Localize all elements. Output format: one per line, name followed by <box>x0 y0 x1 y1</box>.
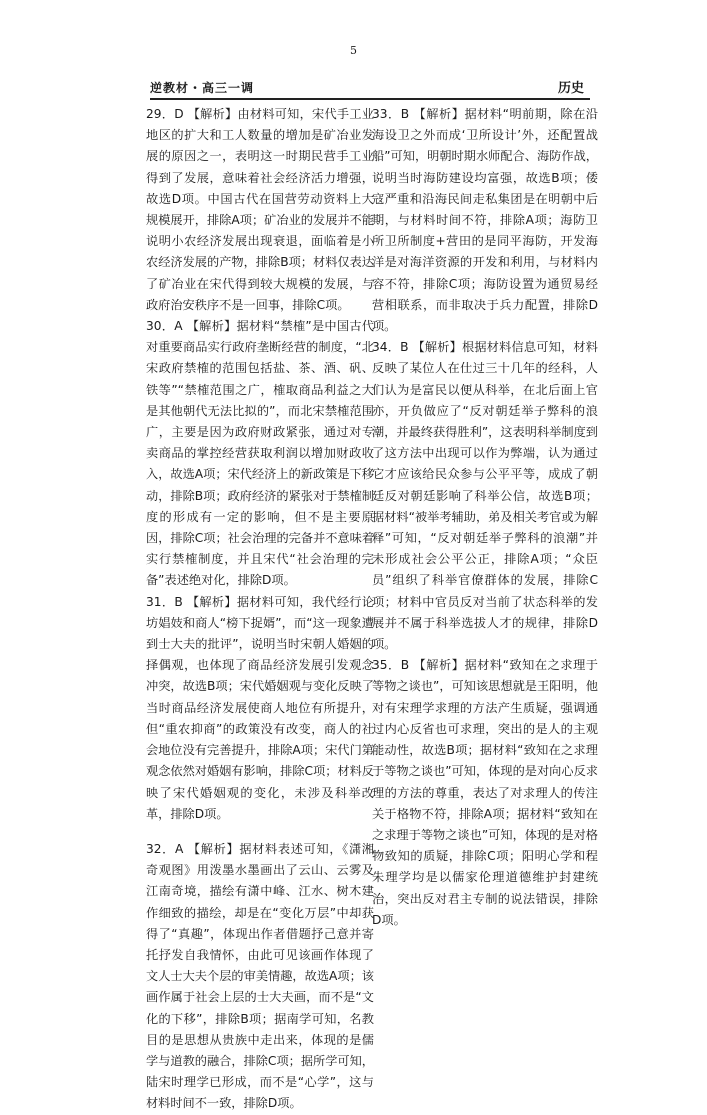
answer-31: 31．B 【解析】据材料可知，我代经行论坊娼妓和商人“榜下捉婿”，而“这一现象遭到士大夫的批评”，说明当时宋朝人婚姻的择偶观，也体现了商品经济发展引发观念冲突，故选B项；宋代婚姻观与变化反映了当时商品经济发展使商人地位有所提升，但“重农抑商”的政策没有改变，商人的社会地位没有完善提升，排除A项；宋代门第观念依然对婚姻有影响，排除C项；材料反映了宋代婚姻观的变化，未涉及科举改革，排除D项。 <box>146 594 374 821</box>
page-header <box>150 80 590 100</box>
header-subject: 历史 <box>557 81 584 96</box>
answer-35: 35．B 【解析】据材料“致知在之求理于等物之谈也”，可知该思想就是王阳明，他对有宋理学求理的方法产生质疑，强调通过内心反省也可求理，突出的是人的主观能动性，故选B项；据材料“致知在之求理于等物之谈也”可知，体现的是对向心反求理的方法的尊重，表达了对求理人的传注关于格物不符，排除A项；据材料“致知在之求理于等物之谈也”可知，体现的是对格物致知的质疑，排除C项；阳明心学和程朱理学均是以儒家伦理道德维护封建统治，突出反对君主专制的说法错误，排除D项。 <box>372 658 598 927</box>
answer-30: 30．A 【解析】据材料“禁榷”是中国古代对重要商品实行政府垄断经营的制度，“北宋政府禁榷的范围包括盐、茶、酒、矾、铁等”“禁榷范围之广，榷取商品利益之大是其他朝代无法比拟的”，而北宋禁榷范围广，主要是因为政府财政紧张，通过对专卖商品的掌控经营获取利润以增加财政收入，故选A项；宋代经济上的新政策是下移动，排除B项；政府经济的紧张对于禁榷制度的形成有一定的影响，但不是主要原因，排除C项；社会治理的完备并不意味着实行禁榷制度，并且宋代“社会治理的完备”表述绝对化，排除D项。 <box>146 319 374 588</box>
right-column <box>372 104 598 931</box>
answer-34: 34．B 【解析】根据材料信息可知，材料反映了某位人在仕过三十几年的经科，人们认为是富民以便从科举，在北后面上官亦，开负做应了“反对朝廷举子弊科的浪潮，并最终获得胜利”，这表明科举制度到了这方法中出现可以作为弊端，认为通过它才应该给民众参与公平平等，成成了朝廷反对朝廷影响了科举公信，故选B项；据材料“被举考辅助，弟及相关考官或为解释”可知，“反对朝廷举子弊科的浪潮”并未形成社会公平公正，排除A项；“众臣员”组织了科举官僚群体的发展，排除C项；材料中官员反对当前了状态科举的发展并不属于科举选拔人才的规律，排除D项。 <box>372 340 598 652</box>
page-number: 5 <box>350 44 357 57</box>
header-title: 逆教材・高三一调 <box>150 81 255 95</box>
left-column <box>146 104 374 1115</box>
answer-32: 32．A 【解析】据材料表述可知，《潇湘奇观图》用泼墨水墨画出了云山、云雾及江南奇境，描绘有潇中峰、江水、树木建作细致的描绘，却是在“变化万层”中却获得了“真趣”，体现出作者借题抒己意并寄托抒发自我情怀，由此可见该画作体现了文人士大夫个层的审美情趣，故选A项；该画作属于社会上层的士大夫画，而不是“文化的下移”，排除B项；据南学可知，名教目的是思想从贵族中走出来，体现的是儒学与道教的融合，排除C项；据所学可知，陆宋时理学已形成，而不是“心学”，这与材料时间不一致，排除D项。 <box>146 841 374 1111</box>
answer-29: 29．D 【解析】由材料可知，宋代手工业地区的扩大和工人数量的增加是矿冶业发展的原因之一，表明这一时期民营手工业得到了发展，意味着社会经济活力增强，故选D项。中国古代在国营劳动资料上大规模展开，排除A项；矿冶业的发展并不能说明小农经济发展出现衰退，面临着是小农经济发展的产物，排除B项；材料仅表达了矿冶业在宋代得到较大规模的发展，与政府治安秩序不是一回事，排除C项。 <box>146 107 374 312</box>
answer-33: 33．B 【解析】据材料“明前期，除在沿海设卫之外而成‘卫所设计’外，还配置战船”可知，明朝时期水师配合、海防作战，说明当时海防建设均富强，故选B项；倭寇严重和沿海民间走私集团是在明朝中后期，与材料时间不符，排除A项；海防卫所卫所制度+营田的是同平海防，开发海洋是对海洋资源的开发和利用，与材料内容不符，排除C项；海防设置为通贸易经营相联系，而非取决于兵力配置，排除D项。 <box>372 107 598 334</box>
